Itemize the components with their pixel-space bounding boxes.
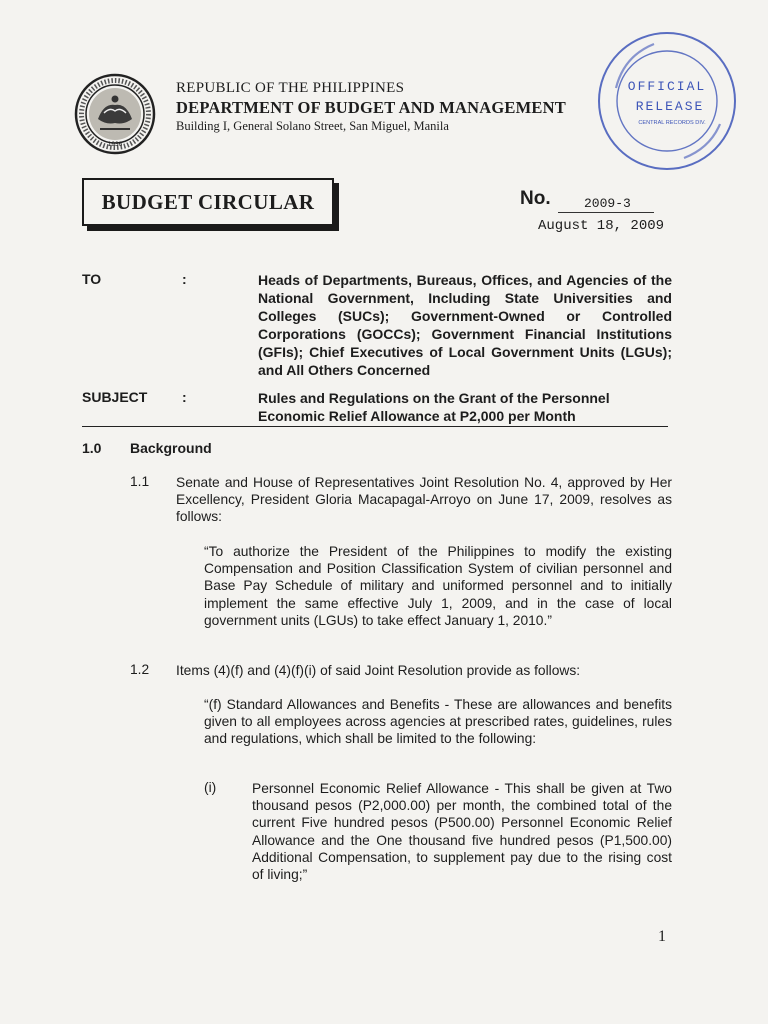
stamp-release-text: RELEASE — [635, 99, 705, 114]
official-release-stamp — [594, 28, 740, 174]
sub-item-i-number: (i) — [204, 780, 217, 795]
budget-circular-title: BUDGET CIRCULAR — [82, 178, 334, 226]
standard-allowances-quote: “(f) Standard Allowances and Benefits - These are allowances and benefits given to all employees across agencies at prescribed rates, guidelines, rules and regulations, which shall be limited to the following: — [204, 697, 672, 747]
republic-heading: REPUBLIC OF THE PHILIPPINES — [176, 80, 405, 96]
subject-label: SUBJECT — [82, 389, 148, 405]
page-number: 1 — [658, 928, 666, 945]
item-1-1-number: 1.1 — [130, 474, 150, 489]
section-title: Background — [130, 440, 212, 456]
dbm-seal-logo — [74, 73, 156, 155]
circular-number-value: 2009-3 — [558, 196, 654, 213]
stamp-official-text: OFFICIAL — [627, 79, 707, 94]
subject-underline — [82, 426, 668, 427]
section-number: 1.0 — [82, 440, 102, 456]
circular-date: August 18, 2009 — [538, 218, 665, 234]
section-heading — [82, 440, 212, 456]
sub-item-i-text: Personnel Economic Relief Allowance - This shall be given at Two thousand pesos (P2,000.00) per month, the combined total of the current Five hundred pesos (P500.00) Personnel Economic Relief Allowance and the One thousand five hundred pesos (P1,500.00) Additional Compensation, to supplement pay due to the rising cost of living;” — [252, 781, 672, 883]
item-1-1-text: Senate and House of Representatives Joint Resolution No. 4, approved by Her Excellency, President Gloria Macapagal-Arroyo on June 17, 2009, resolves as follows: — [176, 475, 672, 525]
to-addressees: Heads of Departments, Bureaus, Offices, and Agencies of the National Government, Including State Universities and Colleges (SUCs); Government-Owned or Controlled Corporations (GOCCs); Government Financial Institutions (GFIs); Chief Executives of Local Government Units (LGUs); and All Others Concerned — [258, 272, 672, 378]
stamp-records-text: CENTRAL RECORDS DIV. — [638, 120, 706, 126]
to-label: TO — [82, 271, 102, 287]
item-1-2-number: 1.2 — [130, 662, 150, 677]
subject-colon: : — [182, 389, 187, 405]
department-heading: DEPARTMENT OF BUDGET AND MANAGEMENT — [176, 98, 566, 117]
joint-resolution-quote: “To authorize the President of the Philippines to modify the existing Compensation and Position Classification System of civilian personnel and Base Pay Schedule of military and uniformed personnel and to initially implement the same effective July 1, 2009, and in the case of local government units (LGUs) to take effect January 1, 2010.” — [204, 544, 672, 628]
to-colon: : — [182, 271, 187, 287]
subject-text: Rules and Regulations on the Grant of the Personnel Economic Relief Allowance at P2,000 per Month — [258, 390, 610, 424]
seal-year-text: 1936 — [107, 141, 123, 148]
circular-number-label: No. — [520, 188, 551, 209]
letterhead — [176, 80, 566, 134]
department-address: Building I, General Solano Street, San Miguel, Manila — [176, 119, 449, 133]
item-1-2-text: Items (4)(f) and (4)(f)(i) of said Joint Resolution provide as follows: — [176, 663, 581, 678]
